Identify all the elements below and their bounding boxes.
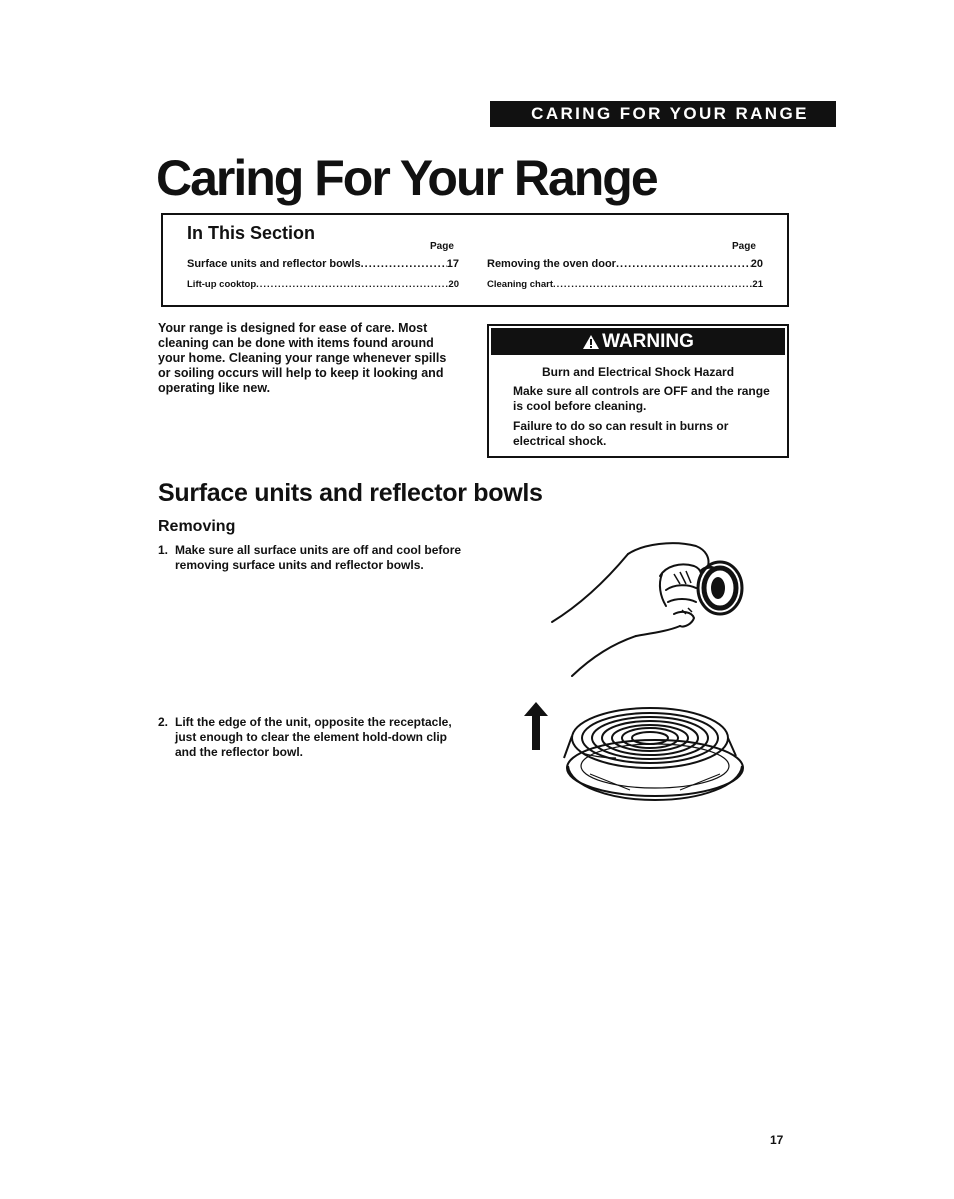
subsection-heading: Removing [158,518,236,535]
hand-turning-control-knob-illustration [548,536,748,681]
toc-entry-label: Cleaning chart [487,279,553,290]
toc-leader-dots [616,258,751,270]
toc-leader-dots [256,279,448,290]
step-text: Lift the edge of the unit, opposite the receptacle, just enough to clear the element hold-down clip and the reflector bowl. [175,715,452,759]
toc-heading: In This Section [187,223,316,243]
toc-entry-label: Removing the oven door [487,258,616,270]
warning-banner [491,328,785,355]
toc-entry[interactable] [187,258,459,270]
warning-hazard-title: Burn and Electrical Shock Hazard [541,365,735,379]
step-2 [158,715,465,760]
step-number: 1. [158,543,169,557]
intro-paragraph: Your range is designed for ease of care. Most cleaning can be done with items found around your home. Cleaning your range whenever spills or soiling occurs will help to keep it looking and operating like new. [158,321,447,395]
step-number: 2. [158,715,169,729]
toc-entry-label: Lift-up cooktop [187,279,257,290]
page-number: 17 [770,1133,784,1147]
warning-box [487,324,789,458]
toc-entry[interactable] [487,279,763,290]
section-heading: Surface units and reflector bowls [158,479,543,507]
toc-leader-dots [361,258,447,270]
toc-entry-page: 17 [446,258,459,270]
toc-box [161,213,789,307]
toc-entry-page: 20 [448,279,459,290]
up-arrow-icon [523,700,549,752]
toc-entry[interactable] [487,258,763,270]
toc-leader-dots [553,279,752,290]
toc-page-header-left: Page [430,241,454,252]
surface-unit-lift-illustration [560,696,750,802]
toc-entry-page: 21 [752,279,763,290]
warning-banner-label: WARNING [602,330,694,352]
toc-entry[interactable] [187,279,459,290]
page-title: Caring For Your Range [156,150,657,206]
toc-entry-label: Surface units and reflector bowls [187,258,361,270]
toc-page-header-right: Page [732,241,756,252]
warning-triangle-icon [582,334,600,350]
step-text: Make sure all surface units are off and cool before removing surface units and reflector bowls. [175,543,462,572]
step-1 [158,543,465,573]
warning-text-2: Failure to do so can result in burns or electrical shock. [513,419,729,448]
toc-entry-page: 20 [750,258,763,270]
warning-text-1: Make sure all controls are OFF and the range is cool before cleaning. [513,384,770,413]
section-tab: CARING FOR YOUR RANGE [490,101,836,127]
